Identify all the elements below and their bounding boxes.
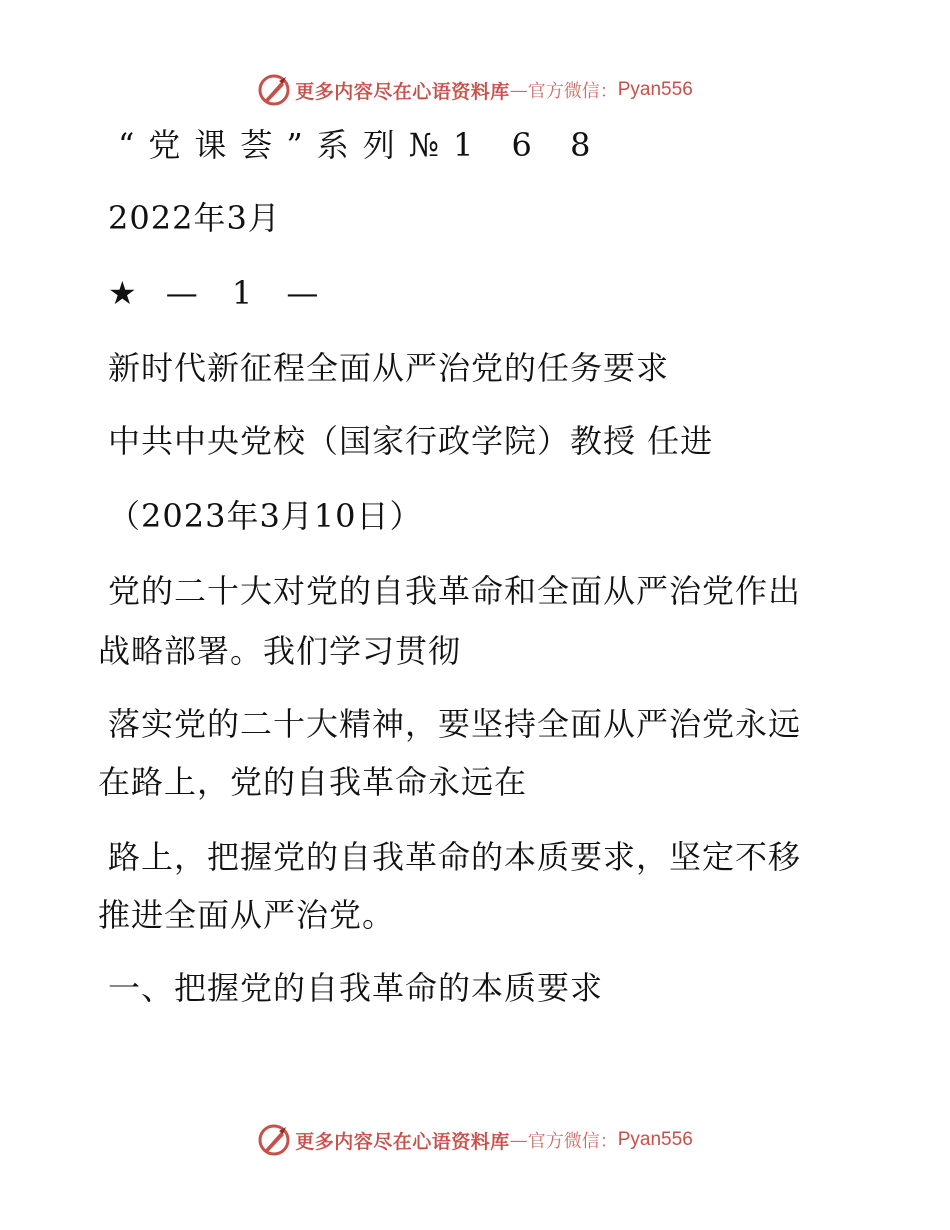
banner-wechat-label: 官方微信： <box>527 1131 618 1152</box>
banner-wechat-id: Pyan556 <box>617 79 693 100</box>
issue-number: — 1 — <box>165 274 331 312</box>
paragraph-2-line-1: 落实党的二十大精神，要坚持全面从严治党永远 <box>108 705 802 743</box>
paragraph-3-line-1: 路上，把握党的自我革命的本质要求，坚定不移 <box>108 838 802 876</box>
quill-logo-icon <box>257 73 291 107</box>
paragraph-1-line-2: 战略部署。我们学习贯彻 <box>98 632 462 670</box>
section-1-heading: 一、把握党的自我革命的本质要求 <box>108 969 604 1007</box>
quill-logo-icon <box>257 1123 291 1157</box>
banner-main-text: 更多内容尽在心语资料库 <box>295 80 510 103</box>
banner-wechat-label: 官方微信： <box>527 81 618 102</box>
article-title: 新时代新征程全面从严治党的任务要求 <box>108 349 670 387</box>
banner-wechat-id: Pyan556 <box>617 1129 693 1150</box>
paragraph-2-line-2: 在路上，党的自我革命永远在 <box>98 763 528 801</box>
paragraph-3-line-2: 推进全面从严治党。 <box>98 896 396 934</box>
footer-watermark-banner <box>0 1120 950 1160</box>
series-label: “党课荟”系列№1 6 8 <box>118 126 605 164</box>
banner-dash: — <box>509 1129 528 1151</box>
issue-date: 2022年3月 <box>108 199 281 237</box>
banner-dash: — <box>509 79 528 101</box>
lecture-date: （2023年3月10日） <box>108 497 423 535</box>
issue-number-line <box>108 273 330 313</box>
banner-main-text: 更多内容尽在心语资料库 <box>295 1130 510 1153</box>
paragraph-1-line-1: 党的二十大对党的自我革命和全面从严治党作出 <box>108 572 802 610</box>
star-icon: ★ <box>108 274 138 312</box>
header-watermark-banner <box>0 70 950 110</box>
article-author: 中共中央党校（国家行政学院）教授 任进 <box>108 422 714 460</box>
